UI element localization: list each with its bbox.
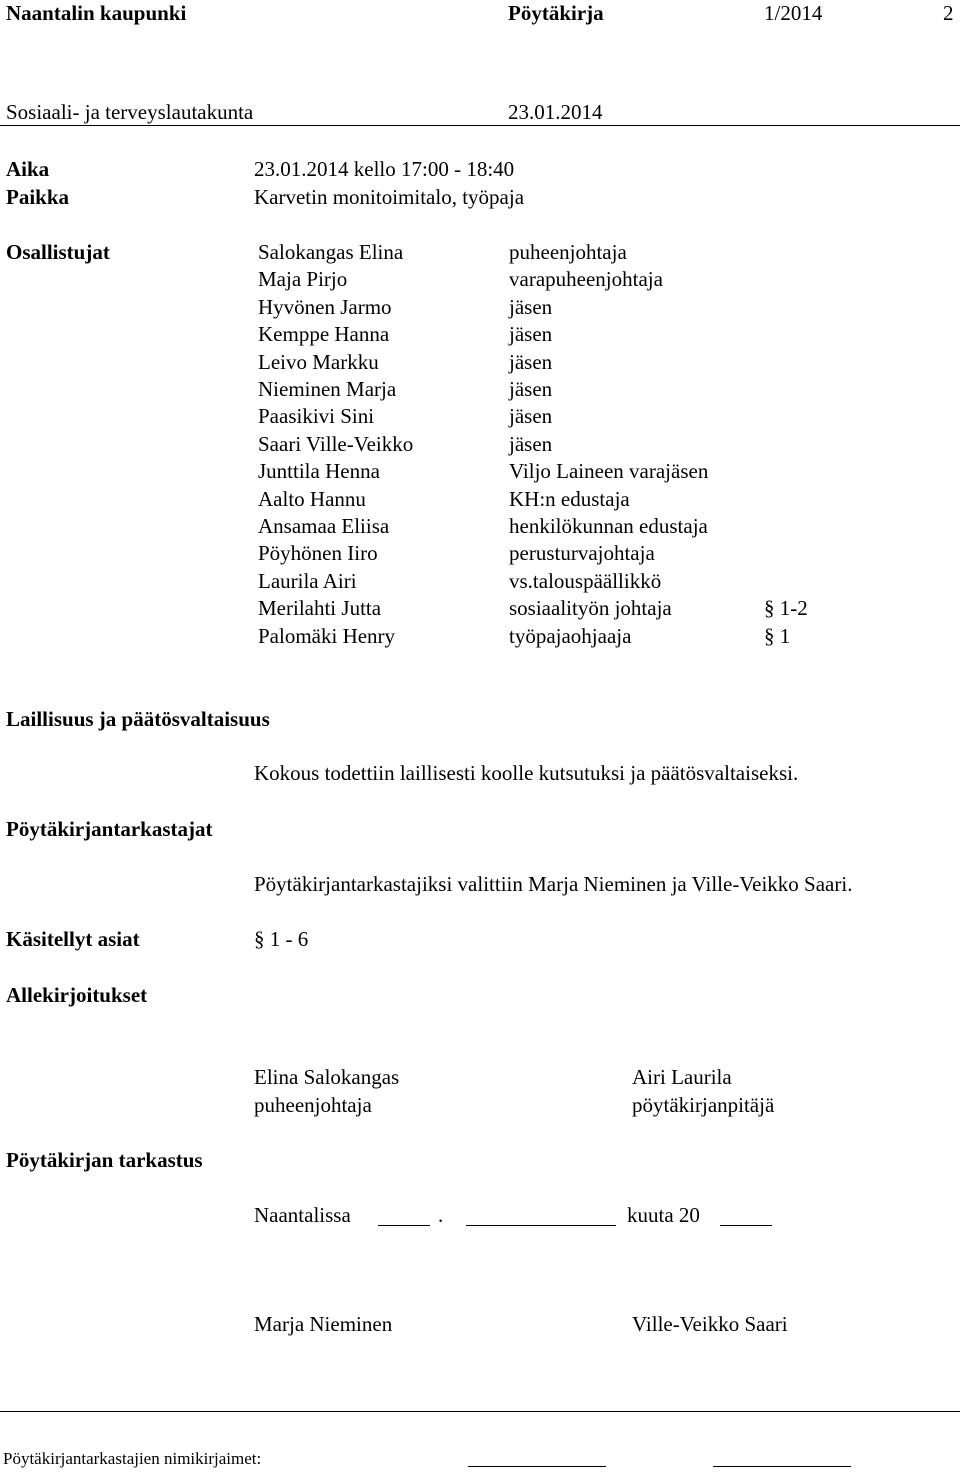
header-divider — [0, 125, 960, 126]
year-blank-line — [720, 1225, 772, 1226]
attendee-name: Kemppe Hanna — [258, 322, 390, 346]
attendee-role: varapuheenjohtaja — [509, 267, 663, 291]
signer-right-name: Airi Laurila — [632, 1065, 732, 1089]
document-type: Pöytäkirja — [508, 1, 604, 25]
time-value: 23.01.2014 kello 17:00 - 18:40 — [254, 157, 515, 181]
attendee-name: Hyvönen Jarmo — [258, 295, 392, 319]
review-dot: . — [438, 1203, 444, 1227]
place-value: Karvetin monitoimitalo, työpaja — [254, 185, 525, 209]
items-label: Käsitellyt asiat — [6, 927, 140, 951]
page-number: 2 — [943, 1, 954, 25]
signer-left-role: puheenjohtaja — [254, 1093, 372, 1117]
attendee-name: Salokangas Elina — [258, 240, 404, 264]
attendee-role: puheenjohtaja — [509, 240, 627, 264]
attendee-role: sosiaalityön johtaja — [509, 596, 672, 620]
inspectors-label: Pöytäkirjantarkastajat — [6, 817, 213, 841]
signer-left-name: Elina Salokangas — [254, 1065, 400, 1089]
legality-text: Kokous todettiin laillisesti koolle kutsutuksi ja päätösvaltaiseksi. — [254, 761, 799, 785]
attendee-name: Junttila Henna — [258, 459, 380, 483]
attendee-name: Palomäki Henry — [258, 624, 396, 648]
initials-line-1 — [468, 1466, 606, 1467]
attendees-label: Osallistujat — [6, 240, 110, 264]
attendee-name: Ansamaa Eliisa — [258, 514, 390, 538]
attendee-name: Laurila Airi — [258, 569, 357, 593]
attendee-name: Pöyhönen Iiro — [258, 541, 378, 565]
attendee-role: KH:n edustaja — [509, 487, 630, 511]
reviewer-right-name: Ville-Veikko Saari — [632, 1312, 788, 1336]
document-date: 23.01.2014 — [508, 100, 603, 124]
attendee-role: työpajaohjaaja — [509, 624, 632, 648]
review-label: Pöytäkirjan tarkastus — [6, 1148, 203, 1172]
attendee-name: Maja Pirjo — [258, 267, 348, 291]
attendee-role: henkilökunnan edustaja — [509, 514, 708, 538]
board-name: Sosiaali- ja terveyslautakunta — [6, 100, 254, 124]
attendee-role: jäsen — [509, 322, 553, 346]
attendee-role: jäsen — [509, 432, 553, 456]
attendee-name: Aalto Hannu — [258, 487, 366, 511]
attendee-role: jäsen — [509, 404, 553, 428]
document-number: 1/2014 — [764, 1, 823, 25]
review-month-text: kuuta 20 — [627, 1203, 700, 1227]
attendee-name: Paasikivi Sini — [258, 404, 375, 428]
day-blank-line — [378, 1225, 430, 1226]
place-label: Paikka — [6, 185, 70, 209]
review-place: Naantalissa — [254, 1203, 351, 1227]
legality-label: Laillisuus ja päätösvaltaisuus — [6, 707, 270, 731]
time-label: Aika — [6, 157, 50, 181]
items-value: § 1 - 6 — [254, 927, 309, 951]
organization-name: Naantalin kaupunki — [6, 1, 187, 25]
attendee-role: jäsen — [509, 295, 553, 319]
attendee-role: jäsen — [509, 350, 553, 374]
attendee-section: § 1 — [764, 624, 791, 648]
month-blank-line — [466, 1225, 616, 1226]
attendee-name: Leivo Markku — [258, 350, 379, 374]
initials-label: Pöytäkirjantarkastajien nimikirjaimet: — [3, 1449, 262, 1468]
signer-right-role: pöytäkirjanpitäjä — [632, 1093, 775, 1117]
attendee-role: jäsen — [509, 377, 553, 401]
signatures-label: Allekirjoitukset — [6, 983, 148, 1007]
attendee-section: § 1-2 — [764, 596, 808, 620]
reviewer-left-name: Marja Nieminen — [254, 1312, 393, 1336]
initials-line-2 — [713, 1466, 851, 1467]
attendee-role: Viljo Laineen varajäsen — [509, 459, 709, 483]
attendee-name: Merilahti Jutta — [258, 596, 382, 620]
attendee-name: Nieminen Marja — [258, 377, 397, 401]
attendee-role: vs.talouspäällikkö — [509, 569, 662, 593]
footer-divider — [0, 1411, 960, 1412]
attendee-role: perusturvajohtaja — [509, 541, 655, 565]
attendee-name: Saari Ville-Veikko — [258, 432, 414, 456]
inspectors-text: Pöytäkirjantarkastajiksi valittiin Marja Nieminen ja Ville-Veikko Saari. — [254, 872, 853, 896]
